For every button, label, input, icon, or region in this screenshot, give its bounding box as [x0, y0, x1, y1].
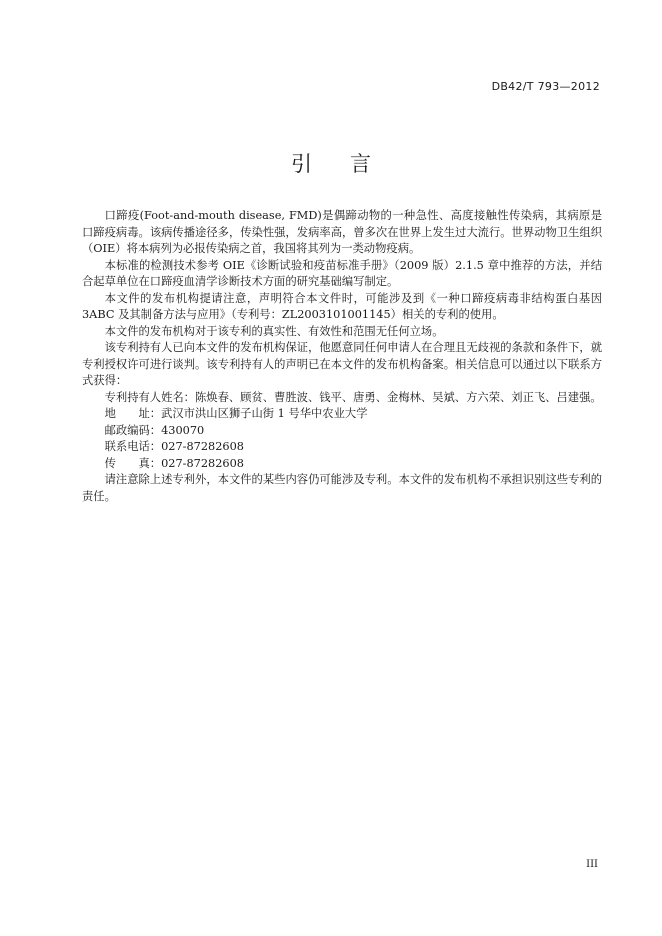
contact-address: 地 址：武汉市洪山区狮子山街 1 号华中农业大学	[104, 407, 368, 420]
paragraph-fmd-intro: 口蹄疫(Foot-and-mouth disease, FMD)是偶蹄动物的一种急性、高度接触性传染病，其病原是口蹄疫病毒。该病传播途径多，传染性强，发病率高，曾多次在世界上发生过大流行。世界动物卫生组织（OIE）将本病列为必报传染病之首，我国将其列为一类动物疫病。	[82, 209, 602, 255]
document-code: DB42/T 793—2012	[491, 80, 600, 93]
paragraph-closing-notice: 请注意除上述专利外，本文件的某些内容仍可能涉及专利。本文件的发布机构不承担识别这些专利的责任。	[82, 473, 602, 503]
contact-phone: 联系电话：027-87282608	[104, 440, 244, 453]
paragraph-patent-notice: 本文件的发布机构提请注意，声明符合本文件时，可能涉及到《一种口蹄疫病毒非结构蛋白基因 3ABC 及其制备方法与应用》（专利号：ZL2003101001145）相关的专利的使用。	[82, 291, 602, 321]
paragraph-method-reference: 本标准的检测技术参考 OIE《诊断试验和疫苗标准手册》（2009 版）2.1.5 章中推荐的方法，并结合起草单位在口蹄疫血清学诊断技术方面的研究基础编写制定。	[82, 258, 602, 288]
document-body	[82, 208, 602, 505]
page-title: 引言	[291, 152, 409, 176]
page-number: III	[586, 859, 598, 870]
contact-postcode: 邮政编码：430070	[104, 423, 205, 437]
contact-fax: 传 真：027-87282608	[104, 456, 244, 470]
paragraph-patent-assurance: 该专利持有人已向本文件的发布机构保证，他愿意同任何申请人在合理且无歧视的条款和条件下，就专利授权许可进行谈判。该专利持有人的声明已在本文件的发布机构备案。相关信息可以通过以下联系方式获得：	[82, 341, 602, 387]
patent-holders: 专利持有人姓名：陈焕春、顾贫、曹胜波、钱平、唐勇、金梅林、吴斌、方六荣、刘正飞、吕建强。	[104, 390, 602, 404]
paragraph-patent-position: 本文件的发布机构对于该专利的真实性、有效性和范围无任何立场。	[104, 324, 444, 338]
